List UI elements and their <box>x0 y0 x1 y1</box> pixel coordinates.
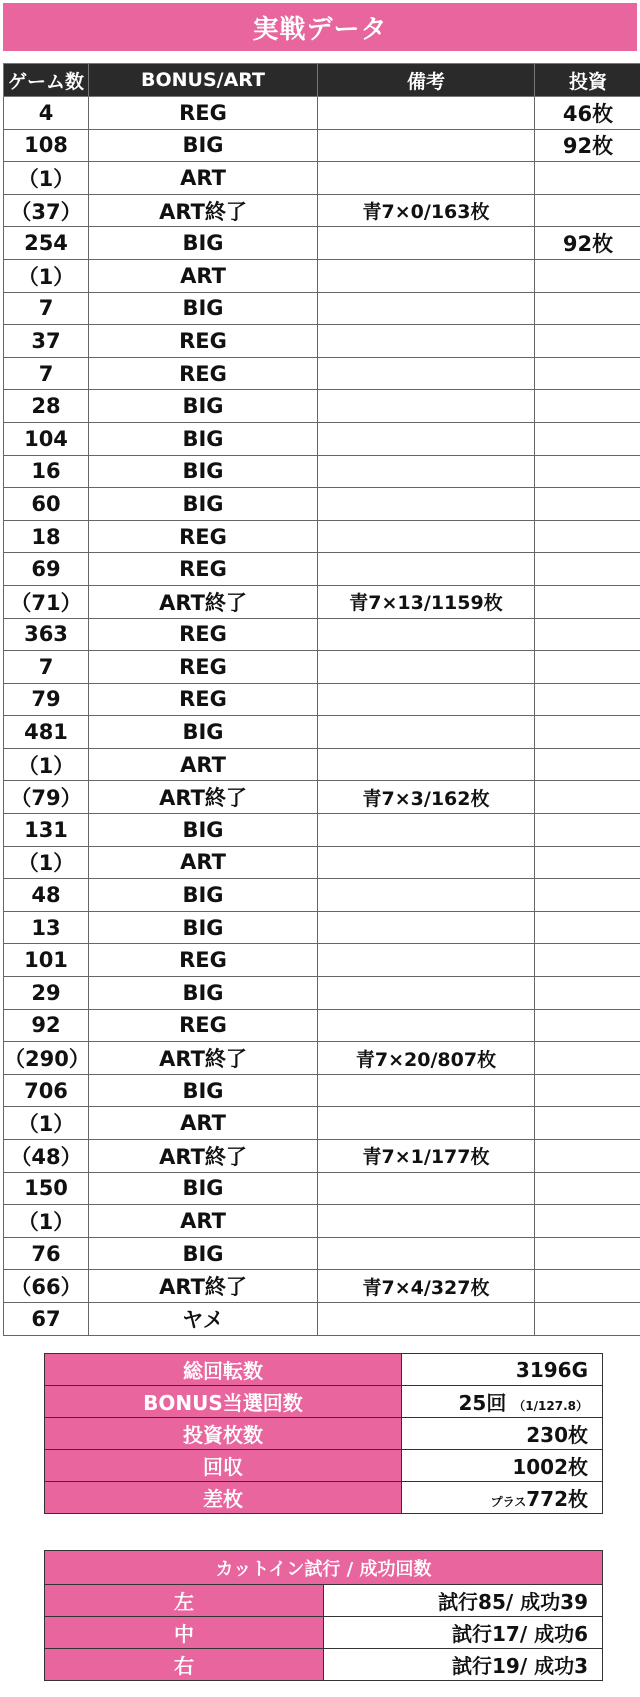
table-row <box>4 488 640 521</box>
cell-bonus-art: REG <box>89 357 318 390</box>
cell-games: 13 <box>4 911 89 944</box>
table-row <box>4 1074 640 1107</box>
cell-games: 4 <box>4 97 89 130</box>
cell-games: （37） <box>4 194 89 227</box>
table-row <box>4 879 640 912</box>
cell-games: 16 <box>4 455 89 488</box>
table-row <box>4 227 640 260</box>
cell-bonus-art: BIG <box>89 1172 318 1205</box>
cutin-table <box>44 1550 603 1681</box>
cell-investment <box>535 357 640 390</box>
cell-games: 60 <box>4 488 89 521</box>
cutin-value: 試行85/ 成功39 <box>324 1585 603 1617</box>
summary-row-investment <box>45 1418 603 1450</box>
cell-investment <box>535 879 640 912</box>
cell-investment <box>535 944 640 977</box>
cell-games: 28 <box>4 390 89 423</box>
summary-row-bonus-count <box>45 1386 603 1418</box>
header-bonus-art: BONUS/ART <box>89 64 318 97</box>
cell-bonus-art: BIG <box>89 227 318 260</box>
cell-notes <box>318 97 535 130</box>
table-row <box>4 1237 640 1270</box>
cell-bonus-art: ART終了 <box>89 1140 318 1173</box>
cell-notes <box>318 944 535 977</box>
cell-notes <box>318 227 535 260</box>
cell-investment <box>535 1302 640 1335</box>
cell-investment <box>535 618 640 651</box>
cell-bonus-art: REG <box>89 1009 318 1042</box>
cell-investment <box>535 455 640 488</box>
cell-bonus-art: ART終了 <box>89 585 318 618</box>
cell-bonus-art: BIG <box>89 1237 318 1270</box>
cell-notes: 青7×4/327枚 <box>318 1270 535 1303</box>
table-row <box>4 1302 640 1335</box>
cell-notes <box>318 390 535 423</box>
cell-games: 363 <box>4 618 89 651</box>
table-row <box>4 390 640 423</box>
page-title: 実戦データ <box>3 3 637 51</box>
cell-notes <box>318 1172 535 1205</box>
cell-investment <box>535 1074 640 1107</box>
cell-investment <box>535 846 640 879</box>
cell-games: （1） <box>4 748 89 781</box>
cell-games: 131 <box>4 814 89 847</box>
cell-bonus-art: BIG <box>89 716 318 749</box>
table-row <box>4 1270 640 1303</box>
cell-games: 69 <box>4 553 89 586</box>
cell-notes <box>318 422 535 455</box>
cell-notes <box>318 292 535 325</box>
cell-bonus-art: ART <box>89 748 318 781</box>
cell-bonus-art: REG <box>89 325 318 358</box>
cell-bonus-art: ヤメ <box>89 1302 318 1335</box>
cell-games: （48） <box>4 1140 89 1173</box>
cutin-header: カットイン試行 / 成功回数 <box>45 1551 603 1585</box>
cell-bonus-art: BIG <box>89 129 318 162</box>
cell-notes <box>318 162 535 195</box>
cell-notes <box>318 814 535 847</box>
summary-row-difference <box>45 1482 603 1514</box>
cell-notes <box>318 683 535 716</box>
cutin-value: 試行19/ 成功3 <box>324 1649 603 1681</box>
cell-bonus-art: BIG <box>89 390 318 423</box>
summary-value: 3196G <box>402 1354 603 1386</box>
cell-notes: 青7×13/1159枚 <box>318 585 535 618</box>
cell-investment <box>535 748 640 781</box>
table-header-row <box>4 64 640 97</box>
cell-notes <box>318 1107 535 1140</box>
summary-value <box>402 1386 603 1418</box>
table-row <box>4 846 640 879</box>
summary-value <box>402 1482 603 1514</box>
table-row <box>4 944 640 977</box>
cell-notes <box>318 259 535 292</box>
header-notes: 備考 <box>318 64 535 97</box>
summary-value: 230枚 <box>402 1418 603 1450</box>
cell-bonus-art: REG <box>89 618 318 651</box>
cell-investment <box>535 325 640 358</box>
cell-notes <box>318 1302 535 1335</box>
cell-notes <box>318 520 535 553</box>
cell-games: 79 <box>4 683 89 716</box>
cell-games: 150 <box>4 1172 89 1205</box>
cell-games: （66） <box>4 1270 89 1303</box>
cell-investment <box>535 1270 640 1303</box>
cell-bonus-art: REG <box>89 651 318 684</box>
cell-bonus-art: BIG <box>89 1074 318 1107</box>
cell-bonus-art: BIG <box>89 455 318 488</box>
cell-bonus-art: BIG <box>89 814 318 847</box>
cell-games: （1） <box>4 846 89 879</box>
cell-notes <box>318 488 535 521</box>
cell-games: 108 <box>4 129 89 162</box>
cell-investment: 46枚 <box>535 97 640 130</box>
table-row <box>4 683 640 716</box>
cell-investment <box>535 520 640 553</box>
cell-games: 48 <box>4 879 89 912</box>
table-row <box>4 1140 640 1173</box>
cell-games: 7 <box>4 292 89 325</box>
cell-investment: 92枚 <box>535 227 640 260</box>
table-row <box>4 651 640 684</box>
cell-investment <box>535 814 640 847</box>
cell-games: 706 <box>4 1074 89 1107</box>
cell-investment <box>535 292 640 325</box>
table-row <box>4 162 640 195</box>
cell-games: 37 <box>4 325 89 358</box>
table-row <box>4 422 640 455</box>
cell-games: 254 <box>4 227 89 260</box>
cell-investment <box>535 651 640 684</box>
cell-notes <box>318 716 535 749</box>
table-row <box>4 814 640 847</box>
cell-notes <box>318 911 535 944</box>
summary-label: 差枚 <box>45 1482 402 1514</box>
difference-prefix: プラス <box>490 1495 527 1509</box>
cell-bonus-art: ART <box>89 846 318 879</box>
cell-games: 104 <box>4 422 89 455</box>
cell-investment <box>535 1009 640 1042</box>
cutin-label: 右 <box>45 1649 324 1681</box>
cell-investment <box>535 422 640 455</box>
table-row <box>4 1009 640 1042</box>
cell-bonus-art: ART <box>89 162 318 195</box>
cutin-header-row <box>45 1551 603 1585</box>
header-investment: 投資 <box>535 64 640 97</box>
cell-notes <box>318 748 535 781</box>
cell-investment <box>535 911 640 944</box>
table-row <box>4 520 640 553</box>
cell-games: 18 <box>4 520 89 553</box>
cell-notes <box>318 553 535 586</box>
cell-bonus-art: ART <box>89 1205 318 1238</box>
summary-row-recovery <box>45 1450 603 1482</box>
cell-notes: 青7×3/162枚 <box>318 781 535 814</box>
table-row <box>4 748 640 781</box>
cell-investment <box>535 1205 640 1238</box>
cell-games: （1） <box>4 1205 89 1238</box>
table-row <box>4 1205 640 1238</box>
cell-games: （71） <box>4 585 89 618</box>
cell-notes <box>318 357 535 390</box>
cell-games: 29 <box>4 977 89 1010</box>
cell-investment <box>535 585 640 618</box>
cutin-label: 左 <box>45 1585 324 1617</box>
cell-bonus-art: BIG <box>89 977 318 1010</box>
cell-investment <box>535 1042 640 1075</box>
table-row <box>4 977 640 1010</box>
cell-notes <box>318 1009 535 1042</box>
table-row <box>4 618 640 651</box>
cell-notes <box>318 1205 535 1238</box>
cell-investment <box>535 1107 640 1140</box>
cell-games: 7 <box>4 357 89 390</box>
header-games: ゲーム数 <box>4 64 89 97</box>
cell-bonus-art: ART終了 <box>89 194 318 227</box>
cell-investment <box>535 683 640 716</box>
cell-notes <box>318 1074 535 1107</box>
cell-investment: 92枚 <box>535 129 640 162</box>
summary-table <box>44 1353 603 1514</box>
cell-games: 101 <box>4 944 89 977</box>
table-row <box>4 716 640 749</box>
cell-investment <box>535 977 640 1010</box>
table-row <box>4 194 640 227</box>
cell-notes <box>318 455 535 488</box>
cell-notes <box>318 618 535 651</box>
table-row <box>4 325 640 358</box>
cell-investment <box>535 553 640 586</box>
cell-bonus-art: REG <box>89 520 318 553</box>
cell-bonus-art: ART終了 <box>89 1042 318 1075</box>
cell-games: 76 <box>4 1237 89 1270</box>
table-row <box>4 292 640 325</box>
difference-value: 772枚 <box>526 1487 588 1511</box>
summary-label: 総回転数 <box>45 1354 402 1386</box>
cell-notes <box>318 977 535 1010</box>
table-row <box>4 129 640 162</box>
cell-games: （1） <box>4 259 89 292</box>
cell-games: （1） <box>4 1107 89 1140</box>
bonus-count-value: 25回 <box>458 1391 507 1415</box>
cell-investment <box>535 194 640 227</box>
cell-games: 7 <box>4 651 89 684</box>
cell-bonus-art: BIG <box>89 879 318 912</box>
cell-notes <box>318 879 535 912</box>
cell-notes <box>318 129 535 162</box>
cell-investment <box>535 716 640 749</box>
summary-label: BONUS当選回数 <box>45 1386 402 1418</box>
cell-notes: 青7×0/163枚 <box>318 194 535 227</box>
summary-row-total-spins <box>45 1354 603 1386</box>
cell-bonus-art: REG <box>89 97 318 130</box>
cell-bonus-art: BIG <box>89 422 318 455</box>
table-row <box>4 259 640 292</box>
table-row <box>4 97 640 130</box>
summary-label: 回収 <box>45 1450 402 1482</box>
cutin-row-center <box>45 1617 603 1649</box>
cell-investment <box>535 1140 640 1173</box>
cell-bonus-art: ART終了 <box>89 1270 318 1303</box>
cutin-value: 試行17/ 成功6 <box>324 1617 603 1649</box>
cell-bonus-art: REG <box>89 944 318 977</box>
cell-notes <box>318 651 535 684</box>
cell-games: （290） <box>4 1042 89 1075</box>
play-data-table <box>3 63 640 1336</box>
cell-bonus-art: ART <box>89 259 318 292</box>
cell-games: （79） <box>4 781 89 814</box>
cell-investment <box>535 781 640 814</box>
cell-notes <box>318 1237 535 1270</box>
table-row <box>4 911 640 944</box>
summary-label: 投資枚数 <box>45 1418 402 1450</box>
cell-bonus-art: ART <box>89 1107 318 1140</box>
cell-bonus-art: REG <box>89 683 318 716</box>
cell-investment <box>535 1237 640 1270</box>
summary-value: 1002枚 <box>402 1450 603 1482</box>
cell-investment <box>535 390 640 423</box>
cutin-row-right <box>45 1649 603 1681</box>
cell-bonus-art: REG <box>89 553 318 586</box>
table-row <box>4 553 640 586</box>
cell-investment <box>535 259 640 292</box>
cell-games: 67 <box>4 1302 89 1335</box>
cutin-label: 中 <box>45 1617 324 1649</box>
cell-notes: 青7×20/807枚 <box>318 1042 535 1075</box>
cell-investment <box>535 162 640 195</box>
cutin-row-left <box>45 1585 603 1617</box>
cell-games: 92 <box>4 1009 89 1042</box>
table-row <box>4 1172 640 1205</box>
bonus-probability-note: （1/127.8） <box>513 1399 588 1413</box>
cell-games: （1） <box>4 162 89 195</box>
cell-bonus-art: BIG <box>89 292 318 325</box>
cell-notes <box>318 325 535 358</box>
cell-notes <box>318 846 535 879</box>
cell-games: 481 <box>4 716 89 749</box>
cell-investment <box>535 488 640 521</box>
cell-investment <box>535 1172 640 1205</box>
table-row <box>4 455 640 488</box>
cell-bonus-art: BIG <box>89 488 318 521</box>
table-row <box>4 357 640 390</box>
cell-notes: 青7×1/177枚 <box>318 1140 535 1173</box>
table-row <box>4 781 640 814</box>
table-row <box>4 1042 640 1075</box>
table-row <box>4 585 640 618</box>
cell-bonus-art: BIG <box>89 911 318 944</box>
table-row <box>4 1107 640 1140</box>
cell-bonus-art: ART終了 <box>89 781 318 814</box>
